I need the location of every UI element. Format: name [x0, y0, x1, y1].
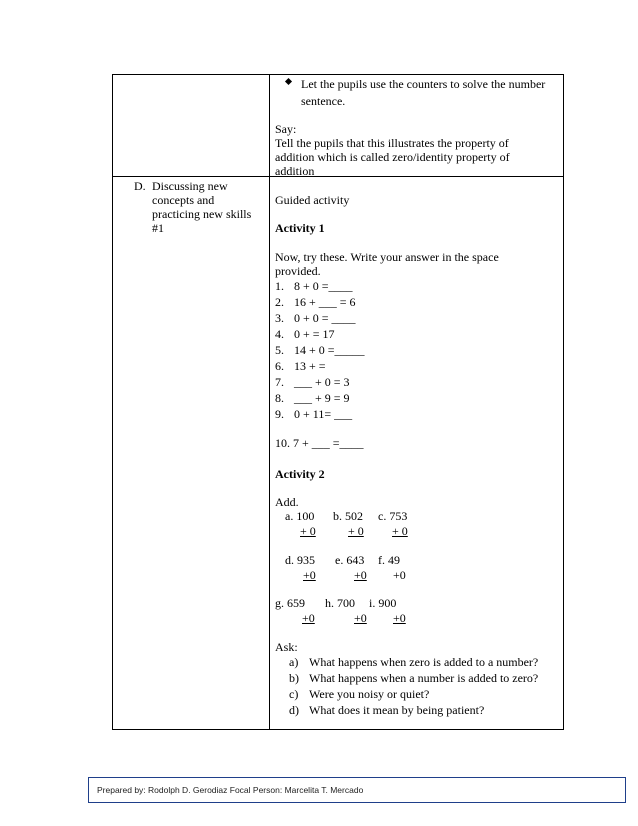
ask-letter: d) — [289, 703, 299, 717]
ask-label: Ask: — [275, 640, 298, 654]
ask-question: What happens when a number is added to zero? — [309, 671, 539, 685]
item-number: 4. — [275, 327, 284, 341]
bullet-text-line1: Let the pupils use the counters to solve the number — [301, 77, 546, 91]
addend: f. 49 — [378, 553, 400, 567]
item-text: ___ + 0 = 3 — [294, 375, 350, 389]
activity2-title: Activity 2 — [275, 467, 325, 481]
add-label: Add. — [275, 495, 299, 509]
item-number: 7. — [275, 375, 284, 389]
addend: h. 700 — [325, 596, 355, 610]
addend-zero: +0 — [354, 611, 367, 625]
addend-zero: + 0 — [300, 524, 316, 538]
say-line: Tell the pupils that this illustrates the property of — [275, 136, 509, 150]
item-number: 3. — [275, 311, 284, 325]
column-divider — [269, 74, 270, 730]
ask-question: What does it mean by being patient? — [309, 703, 485, 717]
item-text: 0 + 0 = ____ — [294, 311, 356, 325]
ask-question: What happens when zero is added to a number? — [309, 655, 539, 669]
addend-zero: + 0 — [348, 524, 364, 538]
ask-letter: a) — [289, 655, 299, 669]
guided-activity-label: Guided activity — [275, 193, 350, 207]
say-line: addition which is called zero/identity property of — [275, 150, 510, 164]
page-footer — [88, 777, 626, 803]
addend-zero: +0 — [302, 611, 315, 625]
item-number: 5. — [275, 343, 284, 357]
say-label: Say: — [275, 122, 297, 136]
say-line: addition — [275, 164, 315, 178]
addend: d. 935 — [285, 553, 315, 567]
addend-zero: +0 — [393, 568, 406, 582]
item-number: 1. — [275, 279, 284, 293]
bullet-text-line2: sentence. — [301, 94, 346, 108]
instruction-line: provided. — [275, 264, 321, 278]
addend: i. 900 — [369, 596, 397, 610]
row-title-line: #1 — [152, 221, 164, 235]
addend-zero: + 0 — [392, 524, 408, 538]
item-text: 14 + 0 =_____ — [294, 343, 365, 357]
row-title-line: concepts and — [152, 193, 215, 207]
ask-question: Were you noisy or quiet? — [309, 687, 430, 701]
item-number: 2. — [275, 295, 284, 309]
addend: c. 753 — [378, 509, 408, 523]
item-text: 13 + = — [294, 359, 326, 373]
addend: g. 659 — [275, 596, 305, 610]
addend-zero: +0 — [303, 568, 316, 582]
row-divider — [112, 176, 564, 177]
item-number: 8. — [275, 391, 284, 405]
activity1-title: Activity 1 — [275, 221, 325, 235]
footer-credit: Prepared by: Rodolph D. Gerodiaz Focal Person: Marcelita T. Mercado — [97, 785, 364, 795]
item-text: ___ + 9 = 9 — [294, 391, 350, 405]
row-title-line: practicing new skills — [152, 207, 252, 221]
row-title-line: Discussing new — [152, 179, 228, 193]
addend: a. 100 — [285, 509, 315, 523]
item-text: 16 + ___ = 6 — [294, 295, 356, 309]
row-letter: D. — [134, 179, 146, 193]
item-ten: 10. 7 + ___ =____ — [275, 436, 364, 450]
instruction-line: Now, try these. Write your answer in the space — [275, 250, 499, 264]
ask-letter: c) — [289, 687, 299, 701]
addend: b. 502 — [333, 509, 363, 523]
addend-zero: +0 — [354, 568, 367, 582]
addend-zero: +0 — [393, 611, 406, 625]
item-text: 0 + 11= ___ — [294, 407, 353, 421]
item-text: 8 + 0 =____ — [294, 279, 353, 293]
addend: e. 643 — [335, 553, 365, 567]
item-text: 0 + = 17 — [294, 327, 335, 341]
item-number: 9. — [275, 407, 284, 421]
item-number: 6. — [275, 359, 284, 373]
ask-letter: b) — [289, 671, 299, 685]
